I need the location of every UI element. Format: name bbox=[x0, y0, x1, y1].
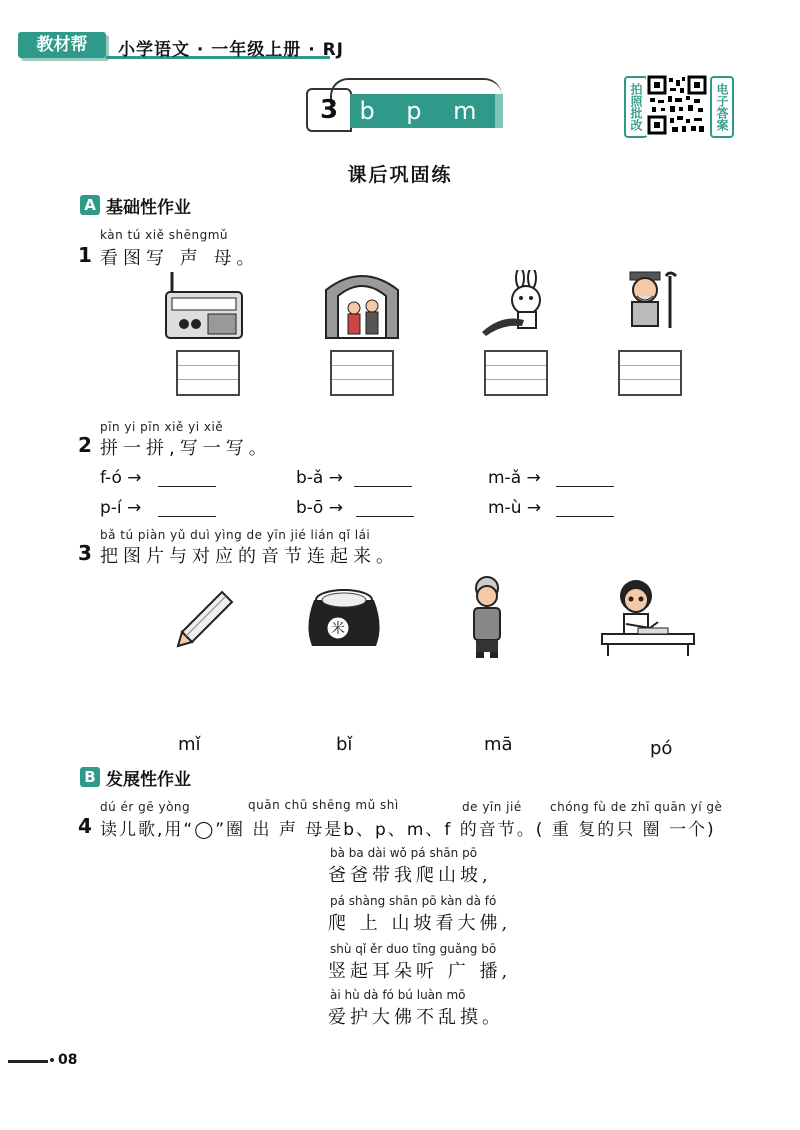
poem-line: 爱护大佛不乱摸。 bbox=[328, 1007, 504, 1028]
q4-pinyin: dú ér gē yòng bbox=[100, 800, 191, 814]
q3-number: 3 bbox=[78, 541, 92, 565]
book-badge: 教材帮 bbox=[18, 32, 106, 58]
poem-line: 爬 上 山坡看大佛, bbox=[328, 913, 512, 934]
write-box[interactable] bbox=[618, 350, 682, 396]
lesson-title: b p m f bbox=[350, 94, 498, 128]
spell-item: m-ù → bbox=[488, 498, 542, 518]
write-box[interactable] bbox=[176, 350, 240, 396]
spell-item: f-ó → bbox=[100, 468, 142, 488]
poem-line: 爸爸带我爬山坡, bbox=[328, 865, 492, 886]
answer-blank[interactable] bbox=[556, 468, 614, 487]
q4-instruction: 读儿歌,用“◯”圈 出 声 母是b、p、m、f 的音节。( 重 复的只 圈 一个) bbox=[100, 820, 716, 840]
rabbit-icon bbox=[478, 270, 558, 340]
poem-pinyin: ài hù dà fó bú luàn mō bbox=[330, 988, 466, 1002]
syllable-option[interactable]: mǐ bbox=[178, 734, 201, 755]
q3-instruction: 把图片与对应的音节连起来。 bbox=[100, 546, 399, 567]
poem-pinyin: shù qǐ ěr duo tīng guǎng bō bbox=[330, 942, 497, 956]
footer-rule bbox=[8, 1060, 48, 1063]
section-b-tag: B bbox=[80, 767, 100, 787]
spell-item: m-ǎ → bbox=[488, 468, 541, 488]
page-title: 课后巩固练 bbox=[347, 164, 453, 186]
pencil-icon[interactable] bbox=[176, 588, 236, 648]
page-number: 08 bbox=[58, 1052, 78, 1068]
footer-dot bbox=[50, 1058, 54, 1062]
q1-pinyin: kàn tú xiě shēngmǔ bbox=[100, 228, 229, 242]
section-a-label: 基础性作业 bbox=[106, 198, 191, 218]
qr-code-icon[interactable] bbox=[646, 74, 708, 136]
girl-icon[interactable] bbox=[598, 576, 698, 656]
q4-pinyin: quān chū shēng mǔ shì bbox=[248, 798, 399, 812]
q4-pinyin: de yīn jié bbox=[462, 800, 522, 814]
syllable-option[interactable]: mā bbox=[484, 734, 513, 755]
spell-item: b-ǎ → bbox=[296, 468, 343, 488]
poem-pinyin: pá shàng shān pō kàn dà fó bbox=[330, 894, 497, 908]
svg-text:米: 米 bbox=[331, 621, 345, 637]
answer-blank[interactable] bbox=[158, 468, 216, 487]
door-icon bbox=[322, 270, 402, 340]
syllable-option[interactable]: bǐ bbox=[336, 734, 353, 755]
old-man-icon bbox=[612, 270, 692, 340]
qr-right-label: 电子答案 bbox=[710, 76, 734, 138]
q1-instruction: 看图写 声 母。 bbox=[100, 248, 260, 269]
banner-tail bbox=[495, 94, 503, 128]
q4-number: 4 bbox=[78, 814, 92, 838]
poem-pinyin: bà ba dài wǒ pá shān pō bbox=[330, 846, 478, 860]
radio-icon bbox=[164, 270, 244, 340]
spell-item: b-ō → bbox=[296, 498, 343, 518]
q1-number: 1 bbox=[78, 243, 92, 267]
section-b-label: 发展性作业 bbox=[106, 770, 191, 790]
write-box[interactable] bbox=[330, 350, 394, 396]
q2-number: 2 bbox=[78, 433, 92, 457]
lesson-number: 3 bbox=[306, 88, 352, 132]
q4-pinyin: chóng fù de zhī quān yí gè bbox=[550, 800, 723, 814]
answer-blank[interactable] bbox=[556, 498, 614, 517]
spell-item: p-í → bbox=[100, 498, 142, 518]
q2-instruction: 拼一拼,写一写。 bbox=[100, 438, 272, 459]
q3-pinyin: bǎ tú piàn yǔ duì yìng de yīn jié lián qǐ lái bbox=[100, 528, 371, 542]
answer-blank[interactable] bbox=[354, 468, 412, 487]
poem-line: 竖起耳朵听 广 播, bbox=[328, 961, 512, 982]
write-box[interactable] bbox=[484, 350, 548, 396]
syllable-option[interactable]: pó bbox=[650, 738, 673, 759]
grandmother-icon[interactable] bbox=[462, 576, 512, 660]
answer-blank[interactable] bbox=[356, 498, 414, 517]
book-title: 小学语文 · 一年级上册 · RJ bbox=[118, 40, 345, 60]
q2-pinyin: pīn yi pīn xiě yi xiě bbox=[100, 420, 224, 434]
qr-left-label: 拍照批改 bbox=[624, 76, 648, 138]
section-a-tag: A bbox=[80, 195, 100, 215]
answer-blank[interactable] bbox=[158, 498, 216, 517]
rice-bag-icon[interactable] bbox=[304, 586, 384, 652]
